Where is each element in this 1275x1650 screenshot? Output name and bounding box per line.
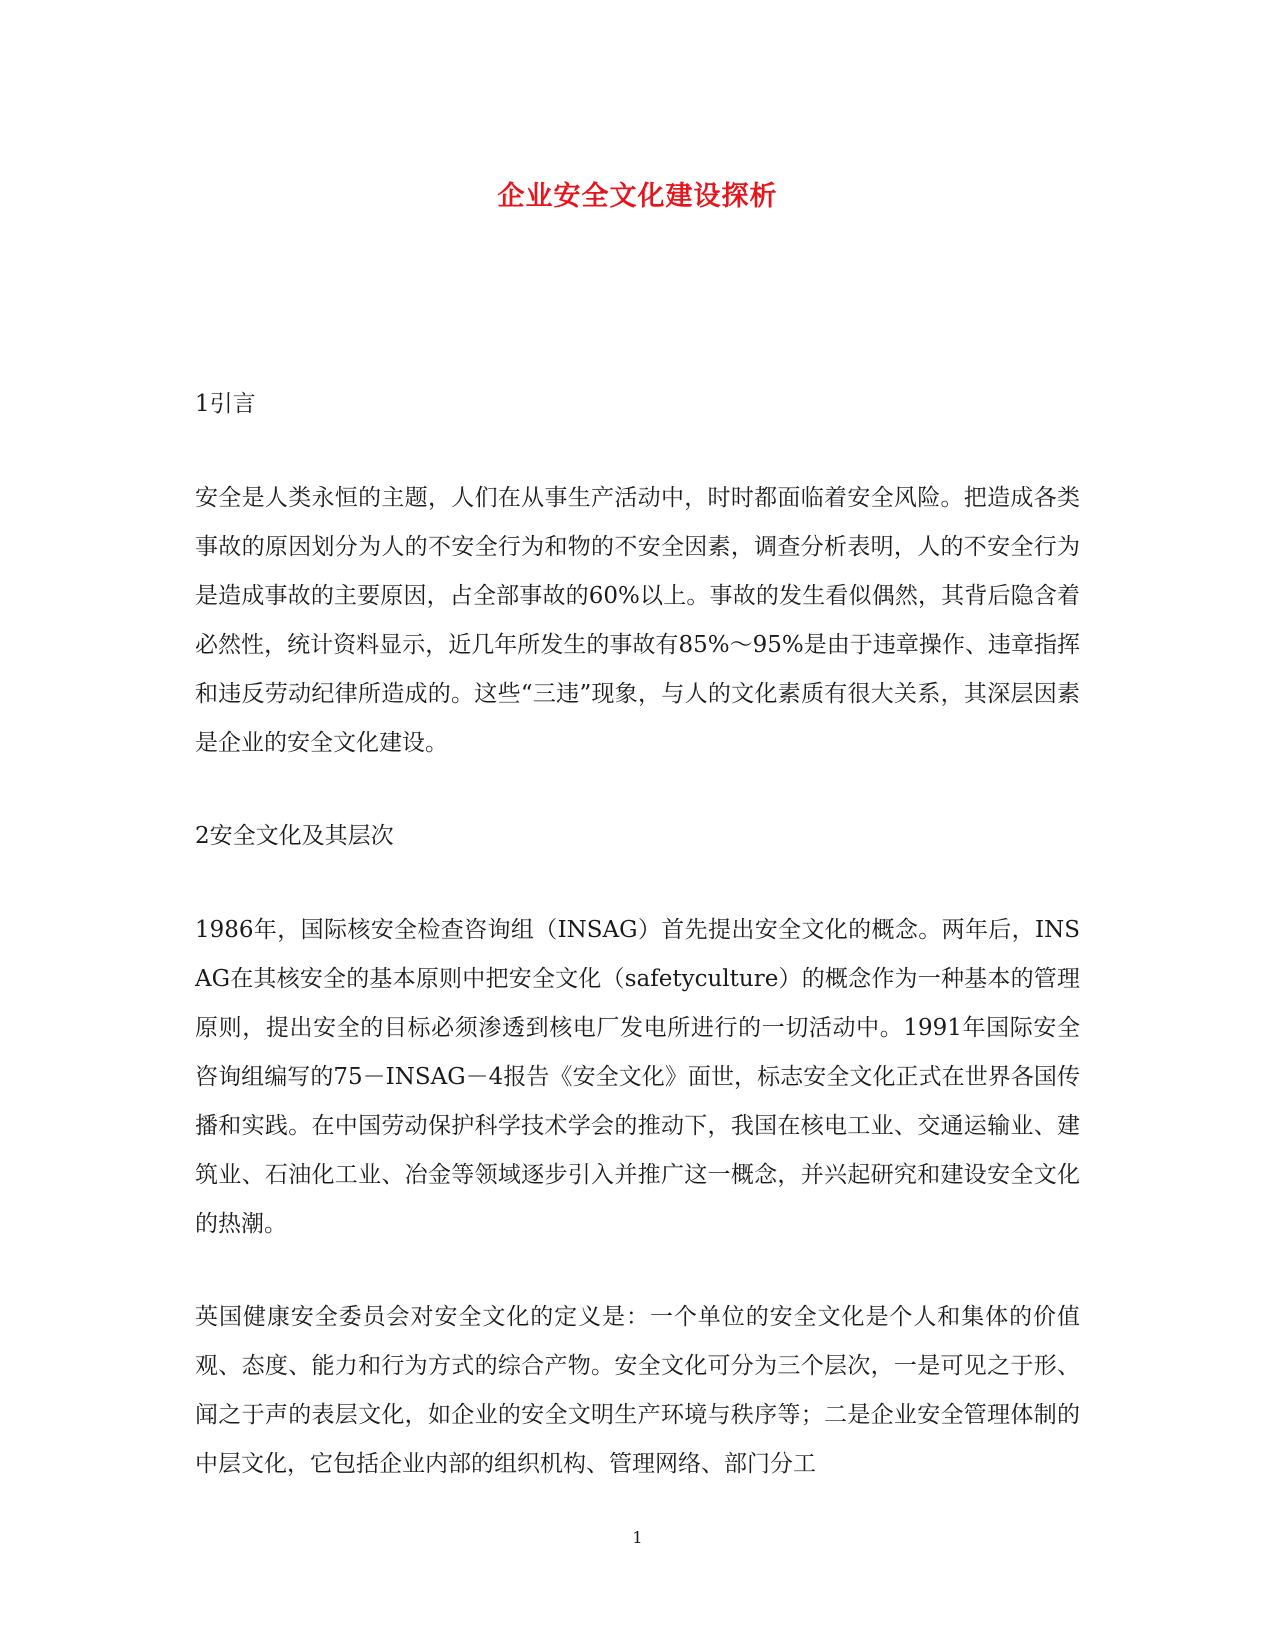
section-heading-introduction: 1引言: [195, 391, 256, 417]
paragraph-safety-culture-definition: 英国健康安全委员会对安全文化的定义是：一个单位的安全文化是个人和集体的价值观、态度、能力和行为方式的综合产物。安全文化可分为三个层次，一是可见之于形、闻之于声的表层文化，如企业的安全文明生产环境与秩序等；二是企业安全管理体制的中层文化，它包括企业内部的组织机构、管理网络、部门分工: [195, 1304, 1080, 1477]
document-body: [195, 380, 1080, 1489]
document-title: 企业安全文化建设探析: [497, 181, 778, 212]
paragraph-introduction: 安全是人类永恒的主题，人们在从事生产活动中，时时都面临着安全风险。把造成各类事故的原因划分为人的不安全行为和物的不安全因素，调查分析表明，人的不安全行为是造成事故的主要原因，占全部事故的60%以上。事故的发生看似偶然，其背后隐含着必然性，统计资料显示，近几年所发生的事故有85%～95%是由于违章操作、违章指挥和违反劳动纪律所造成的。这些“三违”现象，与人的文化素质有很大关系，其深层因素是企业的安全文化建设。: [195, 485, 1080, 756]
section-heading-safety-culture: 2安全文化及其层次: [195, 823, 394, 849]
paragraph-safety-culture-history: 1986年，国际核安全检查咨询组（INSAG）首先提出安全文化的概念。两年后，INSAG在其核安全的基本原则中把安全文化（safetyculture）的概念作为一种基本的管理原则，提出安全的目标必须渗透到核电厂发电所进行的一切活动中。1991年国际安全咨询组编写的75－INSAG－4报告《安全文化》面世，标志安全文化正式在世界各国传播和实践。在中国劳动保护科学技术学会的推动下，我国在核电工业、交通运输业、建筑业、石油化工业、冶金等领域逐步引入并推广这一概念，并兴起研究和建设安全文化的热潮。: [195, 917, 1080, 1237]
page-number: 1: [632, 1528, 643, 1547]
